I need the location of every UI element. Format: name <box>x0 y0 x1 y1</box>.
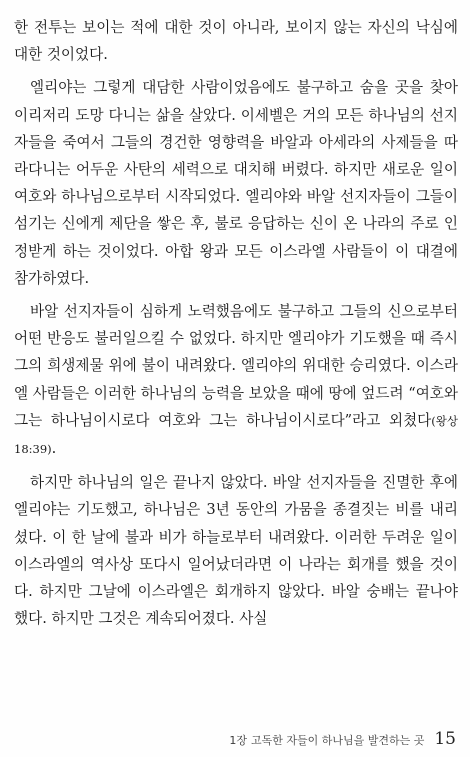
running-footer <box>229 732 424 748</box>
paragraph-elijah-fleeing: 엘리야는 그렇게 대담한 사람이었음에도 불구하고 숨을 곳을 찾아 이리저리 도망 다니는 삶을 살았다. 이세벨은 거의 모든 하나님의 선지자들을 죽여서 그들의 경건한 영향력을 바알과 아세라의 사제들을 따라다니는 어두운 사탄의 세력으로 대치해 버렸다. 하지만 새로운 일이 여호와 하나님으로부터 시작되었다. 엘리야와 바알 선지자들이 그들이 섬기는 신에게 제단을 쌓은 후, 불로 응답하는 신이 온 나라의 주로 인정받게 하는 것이었다. 아합 왕과 모든 이스라엘 사람들이 이 대결에 참가하였다. <box>14 79 458 287</box>
paragraph-no-repentance: 하지만 하나님의 일은 끝나지 않았다. 바알 선지자들을 진멸한 후에 엘리야는 기도했고, 하나님은 3년 동안의 가뭄을 종결짓는 비를 내리셨다. 이 한 날에 불과 비가 하늘로부터 내려왔다. 이러한 두려운 일이 이스라엘의 역사상 또다시 일어났더라면 이 나라는 회개를 했을 것이다. 하지만 그날에 이스라엘은 회개하지 않았다. 바알 숭배는 끝나야 했다. 하지만 그것은 계속되어졌다. 사실 <box>14 474 458 628</box>
chapter-number: 1장 <box>229 734 247 747</box>
page-number: 15 <box>434 729 456 749</box>
paragraph-fire-text: 바알 선지자들이 심하게 노력했음에도 불구하고 그들의 신으로부터 어떤 반응도 불러일으킬 수 없었다. 하지만 엘리야가 기도했을 때 즉시 그의 희생제물 위에 불이 내려왔다. 엘리야의 위대한 승리였다. 이스라엘 사람들은 이러한 하나님의 능력을 보았을 때에 땅에 엎드려 “여호와 그는 하나님이시로다 여호와 그는 하나님이시로다”라고 외쳤다 <box>14 303 458 429</box>
page-footer <box>229 729 456 749</box>
sentence-end: . <box>51 440 57 458</box>
scripture-citation: (왕상 18:39) <box>14 413 458 457</box>
chapter-title: 고독한 자들이 하나님을 발견하는 곳 <box>250 734 425 747</box>
body-text <box>14 14 458 638</box>
paragraph-continuation: 한 전투는 보이는 적에 대한 것이 아니라, 보이지 않는 자신의 낙심에 대한 것이었다. <box>14 19 458 64</box>
paragraph-fire-from-heaven <box>14 298 458 463</box>
